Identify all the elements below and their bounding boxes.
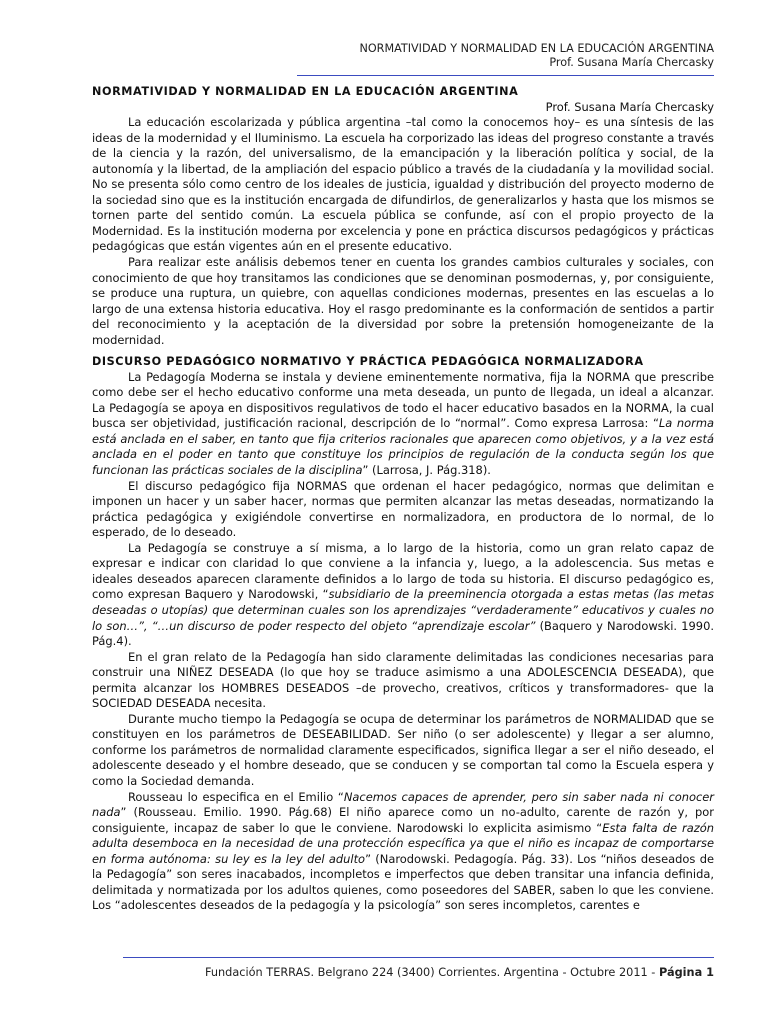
- header-author: Prof. Susana María Chercasky: [549, 56, 714, 69]
- paragraph-8-text-3: ” (Narodowski. Pedagogía. Pág. 33). Los “niños deseados de la Pedagogía” son seres inacabados, incompletos e imperfectos que deben transitar una infancia definida, delimitada y normatizada por los adultos quienes, como poseedores del SABER, saben lo que les conviene. Los “adolescentes deseados de la pedagogía y la psicología” son seres incompletos, carentes e: [92, 851, 714, 913]
- paragraph-1: La educación escolarizada y pública argentina –tal como la conocemos hoy– es una síntesis de las ideas de la modernidad y el Iluminismo. La escuela ha corporizado las ideas del progreso constante a través de la ciencia y la razón, del universalismo, de la emancipación y la liberación política y social, de la autonomía y la libertad, de la ampliación del espacio público a través de la ciudadanía y la movilidad social. No se presenta sólo como centro de los ideales de justicia, igualdad y distribución del proyecto moderno de la sociedad sino que es la institución encargada de difundirlos, de generalizarlos y hasta que los mismos se tornen parte del sentido común. La escuela pública se confunde, así con el propio proyecto de la Modernidad. Es la institución moderna por excelencia y pone en práctica discursos pedagógicos y prácticas pedagógicas que están vigentes aún en el presente educativo.: [92, 115, 714, 254]
- document-author: Prof. Susana María Chercasky: [545, 99, 714, 114]
- paragraph-7: Durante mucho tiempo la Pedagogía se ocupa de determinar los parámetros de NORMALIDAD que se constituyen en los parámetros de DESEABILIDAD. Ser niño (o ser adolescente) y llegar a ser alumno, conforme los parámetros de normalidad claramente especificados, significa llegar a ser el niño deseado, el adolescente deseado y el hombre deseado, que se conducen y se comportan tal como la Escuela espera y como la Sociedad demanda.: [92, 711, 714, 788]
- paragraph-2: Para realizar este análisis debemos tener en cuenta los grandes cambios culturales y sociales, con conocimiento de que hoy transitamos las condiciones que se denominan posmodernas, y, por consiguiente, se produce una ruptura, un quiebre, con aquellas condiciones modernas, presentes en las escuelas a lo largo de una extensa historia educativa. Hoy el rasgo predominante es la conformación de sentidos a partir del reconocimiento y la aceptación de la diversidad por sobre la pretensión homogeneizante de la modernidad.: [92, 254, 714, 347]
- paragraph-3: [92, 370, 714, 479]
- baquero-citation: (Baquero y Narodowski. 1990. Pág.4).: [92, 618, 714, 649]
- larrosa-citation: ” (Larrosa, J. Pág.318).: [362, 463, 491, 478]
- header-title: NORMATIVIDAD Y NORMALIDAD EN LA EDUCACIÓN ARGENTINA: [359, 42, 714, 55]
- paragraph-3-text: La Pedagogía Moderna se instala y deviene eminentemente normativa, fija la NORMA que prescribe como debe ser el hecho educativo conforme una meta deseada, un punto de llegada, un ideal a alcanzar. La Pedagogía se apoya en dispositivos regulativos de todo el hacer educativo basados en la NORMA, la cual busca ser objetividad, justificación racional, descripción de lo “normal”. Como expresa Larrosa: “: [92, 369, 714, 431]
- paragraph-5-text: La Pedagogía se construye a sí misma, a lo largo de la historia, como un gran relato capaz de expresar e indicar con claridad lo que conviene a la infancia y, luego, a la adolescencia. Sus metas e ideales deseados aparecen claramente definidos a lo largo de toda su historia. El discurso pedagógico es, como expresan Baquero y Narodowski, “: [92, 540, 714, 602]
- header-rule: [297, 75, 714, 76]
- rousseau-quote: Nacemos capaces de aprender, pero sin saber nada ni conocer nada: [92, 789, 714, 820]
- larrosa-quote: La norma está anclada en el saber, en tanto que fija criterios racionales que aparecen como objetivos, y a la vez está anclada en el poder en tanto que constituye los principios de regulación de la conducta según los que funcionan las prácticas sociales de la disciplina: [92, 416, 714, 478]
- footer-rule: [123, 957, 714, 958]
- paragraph-8-text: Rousseau lo especifica en el Emilio “: [128, 789, 344, 804]
- section-title: DISCURSO PEDAGÓGICO NORMATIVO Y PRÁCTICA PEDAGÓGICA NORMALIZADORA: [92, 355, 644, 369]
- paragraph-5: [92, 541, 714, 650]
- page-footer: [205, 966, 714, 979]
- baquero-quote: subsidiario de la preeminencia otorgada a estas metas (las metas deseadas o utopías) que determinan cuales son los aprendizajes “verdaderamente” educativos y cuales no lo son…”, “…un discurso de poder respecto del objeto “aprendizaje escolar”: [92, 587, 714, 633]
- paragraph-4: El discurso pedagógico fija NORMAS que ordenan el hacer pedagógico, normas que delimitan e imponen un hacer y un saber hacer, normas que permiten alcanzar las metas deseadas, normatizando la práctica pedagógica y exigiéndole convertirse en normalizadora, en productora de lo normal, de lo esperado, de lo deseado.: [92, 478, 714, 540]
- document-body: [92, 84, 714, 914]
- paragraph-8: [92, 790, 714, 914]
- narodowski-quote: Esta falta de razón adulta desemboca en la necesidad de una protección específica ya que el niño es incapaz de comportarse en forma autónoma: su ley es la ley del adulto: [92, 820, 714, 866]
- document-title: NORMATIVIDAD Y NORMALIDAD EN LA EDUCACIÓN ARGENTINA: [92, 85, 519, 98]
- paragraph-8-text-2: ” (Rousseau. Emilio. 1990. Pág.68) El niño aparece como un no-adulto, carente de razón y, por consiguiente, incapaz de saber lo que le conviene. Narodowski lo explicita asimismo “: [92, 805, 714, 835]
- page-number: Página 1: [658, 966, 714, 979]
- footer-text: Fundación TERRAS. Belgrano 224 (3400) Corrientes. Argentina - Octubre 2011 -: [204, 966, 659, 979]
- page-header: [360, 42, 715, 70]
- paragraph-6: En el gran relato de la Pedagogía han sido claramente delimitadas las condiciones necesarias para construir una NIÑEZ DESEADA (lo que hoy se traduce asimismo a una ADOLESCENCIA DESEADA), que permita alcanzar los HOMBRES DESEADOS –de provecho, creativos, críticos y transformadores- que la SOCIEDAD DESEADA necesita.: [92, 649, 714, 711]
